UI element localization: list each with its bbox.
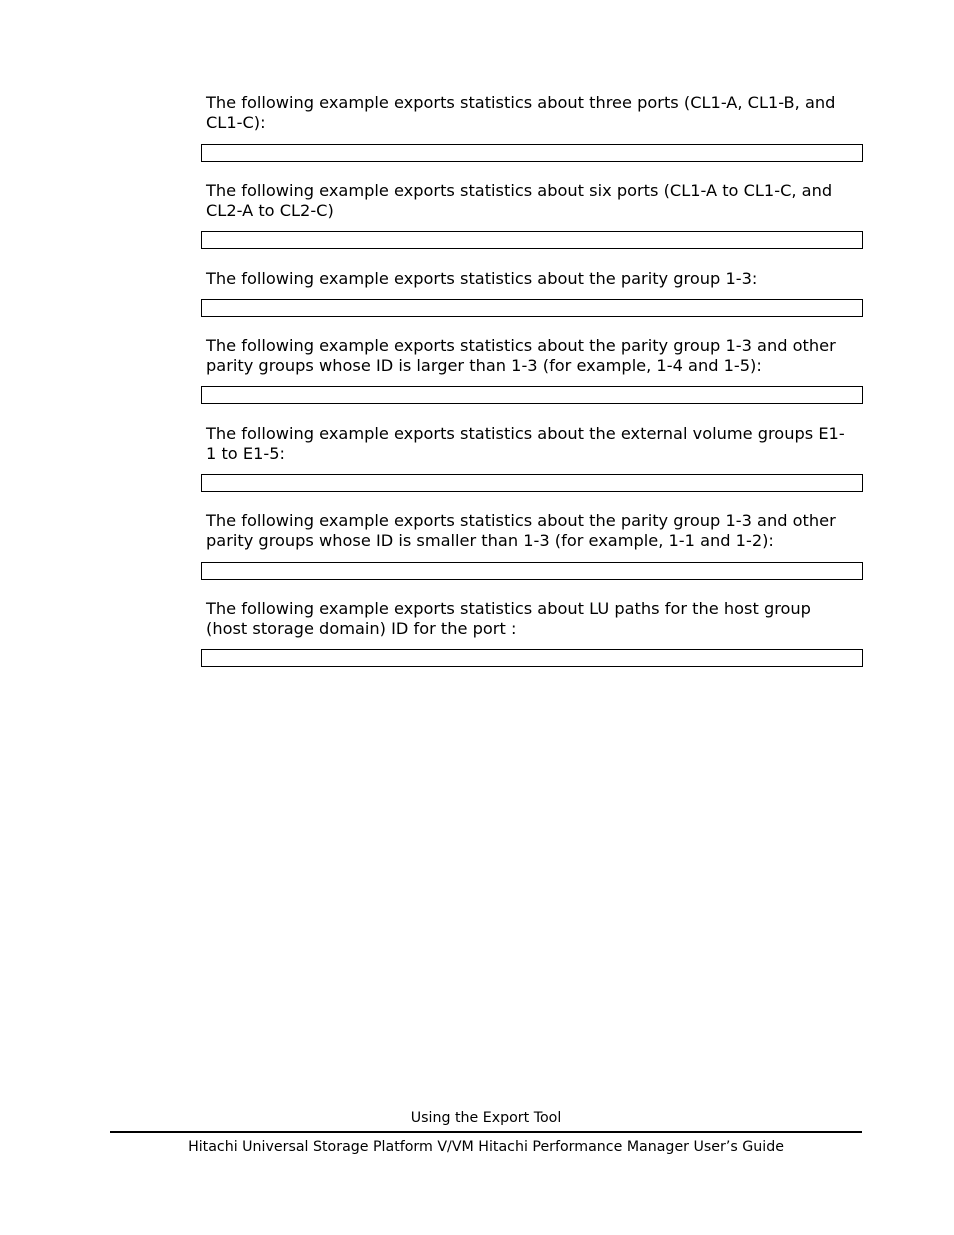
example-description-external-groups: The following example exports statistics about the external volume groups E1- 1 to E1-5:: [206, 424, 845, 463]
example-description-six-ports: The following example exports statistics about six ports (CL1-A to CL1-C, and CL2-A to CL2-C): [206, 181, 833, 220]
command-example-box: [201, 299, 863, 317]
command-example-box: [201, 386, 863, 404]
example-description-ports: The following example exports statistics about three ports (CL1-A, CL1-B, and CL1-C):: [206, 93, 836, 132]
command-example-box: [201, 562, 863, 580]
example-description-parity-group: The following example exports statistics about the parity group 1-3:: [206, 269, 758, 288]
command-example-box: [201, 231, 863, 249]
example-description-lu-paths: The following example exports statistics about LU paths for the host group (host storage domain) ID for the port :: [206, 599, 811, 638]
example-description-parity-smaller: The following example exports statistics about the parity group 1-3 and other parity groups whose ID is smaller than 1-3 (for example, 1-1 and 1-2):: [206, 511, 836, 550]
command-example-box: [201, 474, 863, 492]
footer-section-title: Using the Export Tool: [410, 1110, 562, 1126]
footer-guide-title: Hitachi Universal Storage Platform V/VM Hitachi Performance Manager User’s Guide: [188, 1139, 784, 1155]
footer-divider: [110, 1131, 862, 1133]
command-example-box: [201, 144, 863, 162]
command-example-box: [201, 649, 863, 667]
example-description-parity-larger: The following example exports statistics about the parity group 1-3 and other parity groups whose ID is larger than 1-3 (for example, 1-4 and 1-5):: [206, 336, 836, 375]
